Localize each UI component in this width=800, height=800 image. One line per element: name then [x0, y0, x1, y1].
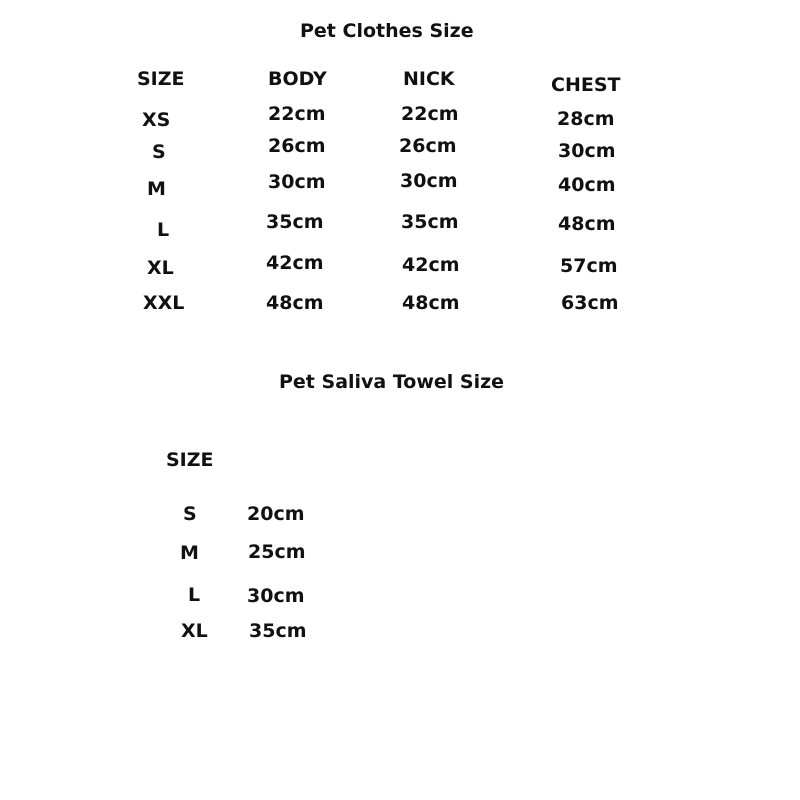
clothes-nick-cell: 26cm: [399, 135, 457, 157]
clothes-nick-cell: 48cm: [402, 292, 460, 314]
clothes-body-cell: 35cm: [266, 211, 324, 233]
towel-size-cell: M: [180, 542, 199, 564]
clothes-header-size: SIZE: [137, 68, 185, 90]
clothes-size-cell: M: [147, 178, 166, 200]
clothes-header-chest: CHEST: [551, 74, 621, 96]
towel-length-cell: 30cm: [247, 585, 305, 607]
clothes-size-cell: S: [152, 141, 166, 163]
clothes-size-title: Pet Clothes Size: [300, 20, 474, 42]
towel-length-cell: 20cm: [247, 503, 305, 525]
clothes-size-cell: XS: [142, 109, 171, 131]
clothes-chest-cell: 40cm: [558, 174, 616, 196]
towel-size-cell: L: [188, 584, 201, 606]
clothes-size-cell: XL: [147, 257, 174, 279]
towel-length-cell: 25cm: [248, 541, 306, 563]
clothes-body-cell: 48cm: [266, 292, 324, 314]
clothes-size-cell: XXL: [143, 292, 185, 314]
clothes-header-nick: NICK: [403, 68, 455, 90]
towel-length-cell: 35cm: [249, 620, 307, 642]
clothes-nick-cell: 22cm: [401, 103, 459, 125]
clothes-chest-cell: 63cm: [561, 292, 619, 314]
clothes-nick-cell: 35cm: [401, 211, 459, 233]
clothes-chest-cell: 30cm: [558, 140, 616, 162]
clothes-body-cell: 42cm: [266, 252, 324, 274]
clothes-header-body: BODY: [268, 68, 327, 90]
towel-size-title: Pet Saliva Towel Size: [279, 371, 505, 393]
clothes-nick-cell: 42cm: [402, 254, 460, 276]
clothes-body-cell: 26cm: [268, 135, 326, 157]
clothes-chest-cell: 48cm: [558, 213, 616, 235]
clothes-body-cell: 30cm: [268, 171, 326, 193]
clothes-chest-cell: 57cm: [560, 255, 618, 277]
towel-size-cell: S: [183, 503, 197, 525]
clothes-size-cell: L: [157, 219, 170, 241]
towel-header-size: SIZE: [166, 449, 214, 471]
towel-size-cell: XL: [181, 620, 208, 642]
clothes-chest-cell: 28cm: [557, 108, 615, 130]
clothes-nick-cell: 30cm: [400, 170, 458, 192]
clothes-body-cell: 22cm: [268, 103, 326, 125]
